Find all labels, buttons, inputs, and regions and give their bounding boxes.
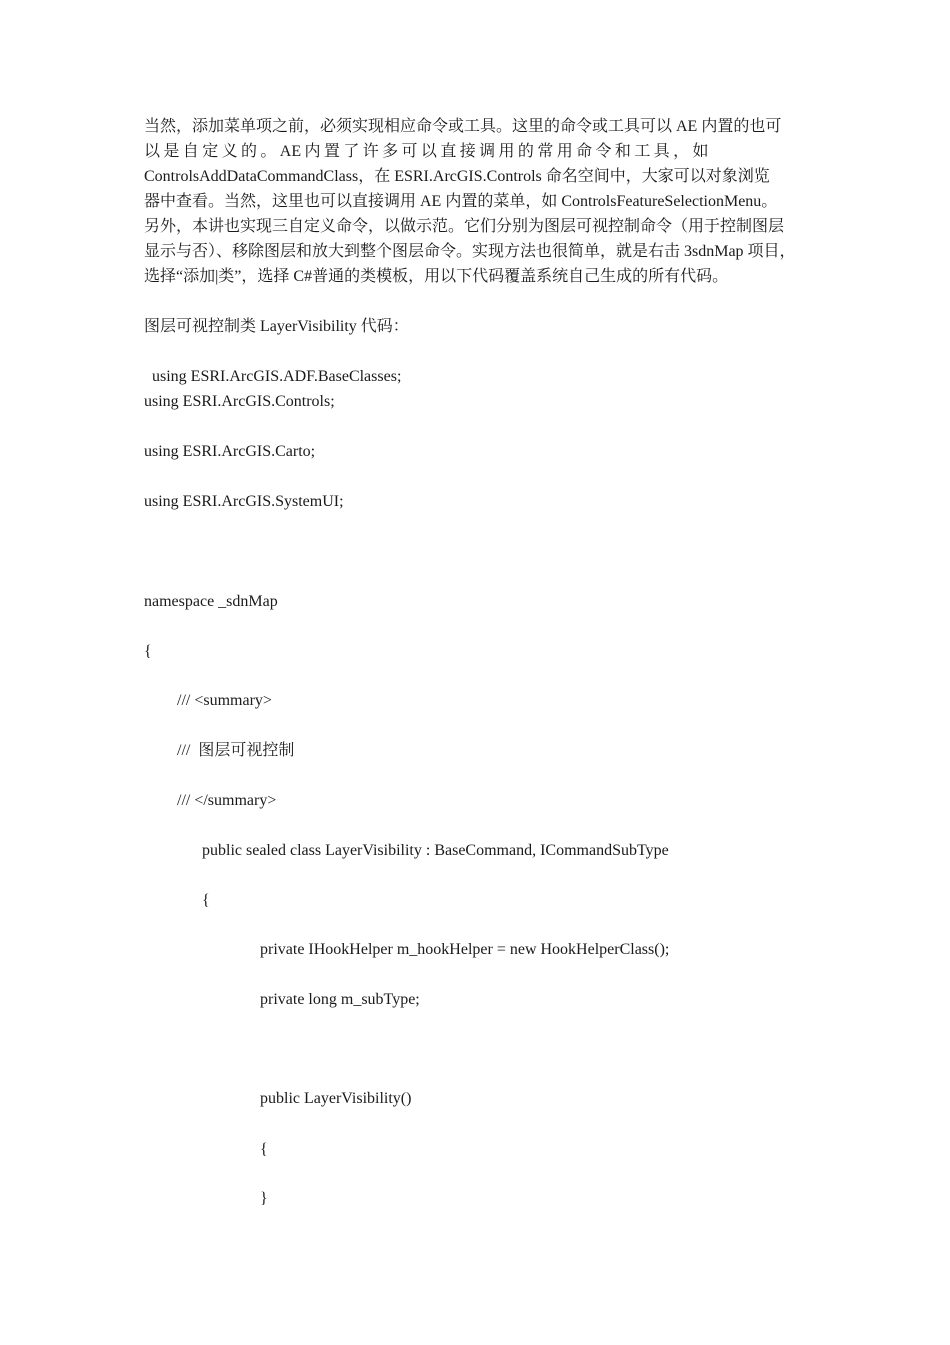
- intro-line-3: ControlsAddDataCommandClass，在 ESRI.ArcGIS.Controls 命名空间中，大家可以对象浏览: [144, 168, 770, 185]
- code-using-carto: using ESRI.ArcGIS.Carto;: [144, 443, 316, 460]
- code-using-adf: using ESRI.ArcGIS.ADF.BaseClasses;: [152, 368, 402, 385]
- code-using-controls: using ESRI.ArcGIS.Controls;: [144, 393, 335, 410]
- intro-line-1: 当然，添加菜单项之前，必须实现相应命令或工具。这里的命令或工具可以 AE 内置的也可: [144, 118, 782, 135]
- code-field-subtype: private long m_subType;: [260, 991, 420, 1008]
- intro-line-4: 器中查看。当然，这里也可以直接调用 AE 内置的菜单，如 ControlsFeatureSelectionMenu。: [144, 193, 778, 210]
- code-namespace: namespace _sdnMap: [144, 593, 278, 610]
- code-class-open-brace: {: [202, 892, 210, 909]
- code-class-declaration: public sealed class LayerVisibility : BaseCommand, ICommandSubType: [202, 842, 669, 859]
- intro-paragraph: [144, 114, 806, 289]
- code-constructor-declaration: public LayerVisibility(): [260, 1090, 412, 1107]
- code-constructor-open-brace: {: [260, 1141, 268, 1158]
- code-field-hookhelper: private IHookHelper m_hookHelper = new HookHelperClass();: [260, 941, 670, 958]
- intro-line-5: 另外，本讲也实现三自定义命令，以做示范。它们分别为图层可视控制命令（用于控制图层: [144, 218, 785, 235]
- code-heading: 图层可视控制类 LayerVisibility 代码：: [144, 318, 409, 335]
- code-summary-text: /// 图层可视控制: [177, 742, 295, 759]
- code-using-systemui: using ESRI.ArcGIS.SystemUI;: [144, 493, 344, 510]
- intro-line-2: 以 是 自 定 义 的 。 AE 内 置 了 许 多 可 以 直 接 调 用 的 常 用 命 令 和 工 具 ， 如: [144, 143, 709, 160]
- code-summary-close: /// </summary>: [177, 792, 277, 809]
- code-namespace-open-brace: {: [144, 643, 152, 660]
- code-summary-open: /// <summary>: [177, 692, 272, 709]
- code-constructor-close-brace: }: [260, 1190, 268, 1207]
- intro-line-6: 显示与否）、移除图层和放大到整个图层命令。实现方法也很简单，就是右击 3sdnMap 项目，: [144, 243, 796, 260]
- intro-line-7: 选择“添加|类”，选择 C#普通的类模板，用以下代码覆盖系统自己生成的所有代码。: [144, 268, 729, 285]
